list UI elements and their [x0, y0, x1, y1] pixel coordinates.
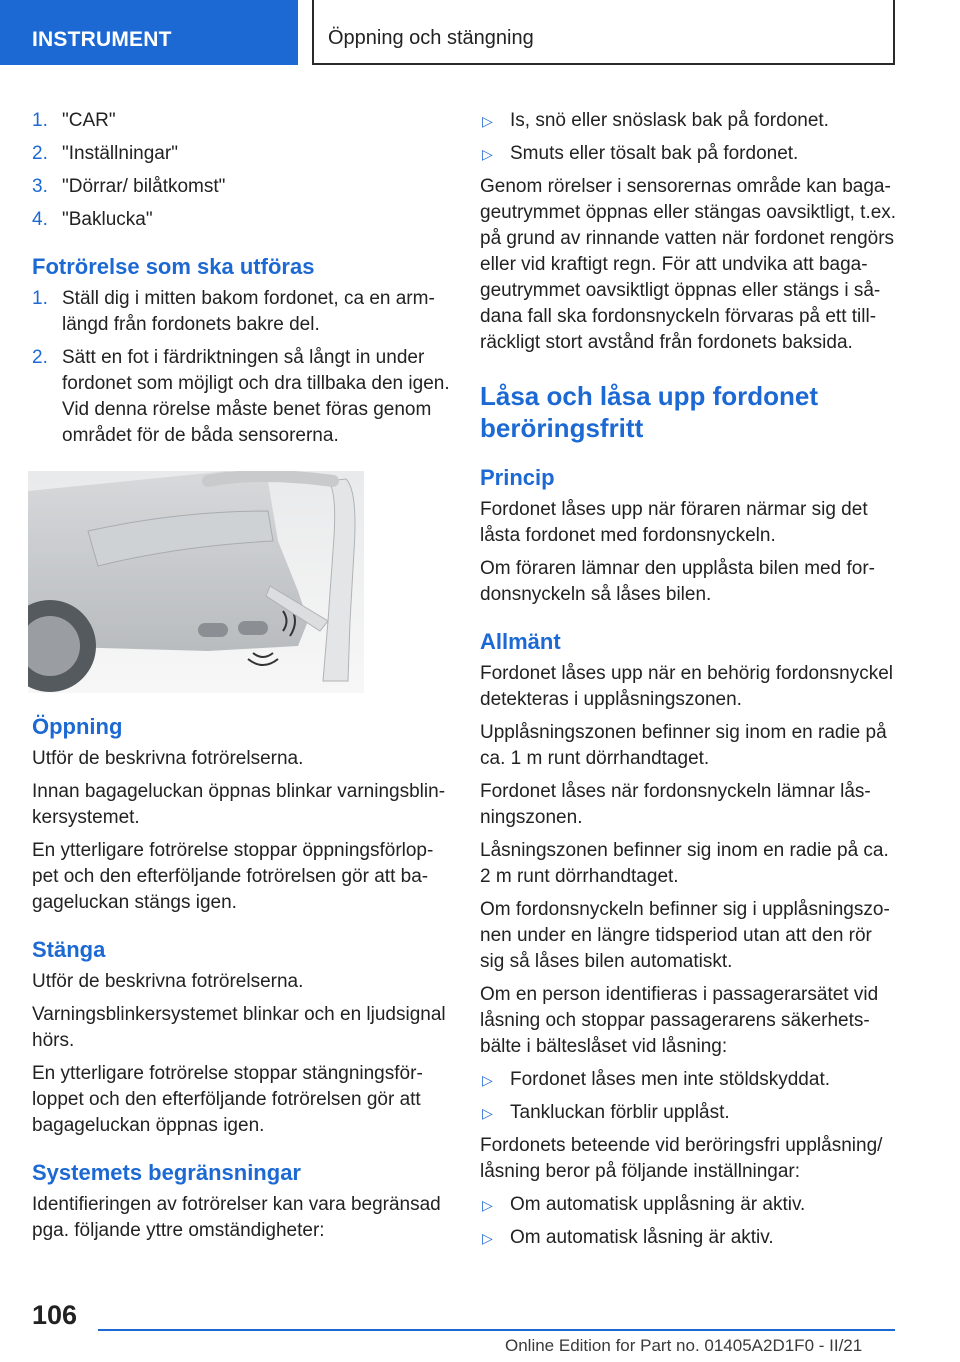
bullet-text: Tankluckan förblir upplåst.	[510, 1102, 730, 1123]
heading-limitations: Systemets begränsningar	[32, 1160, 301, 1185]
triangle-bullet-icon: ▷	[482, 1197, 493, 1213]
paragraph: Låsningszonen befinner sig inom en radie på ca. 2 m runt dörrhandtaget.	[480, 840, 889, 887]
edition-note: Online Edition for Part no. 01405A2D1F0 - II/21	[505, 1336, 863, 1355]
list-item	[32, 174, 452, 200]
bullet-item	[480, 1225, 898, 1251]
paragraph: Identifieringen av fotrörelser kan vara begränsad pga. följande yttre omständigheter:	[32, 1194, 441, 1241]
list-number: 2.	[32, 347, 48, 368]
paragraph: Fordonet låses upp när föraren närmar sig det låsta fordonet med fordonsnyckeln.	[480, 499, 868, 546]
triangle-bullet-icon: ▷	[482, 146, 493, 162]
triangle-bullet-icon: ▷	[482, 113, 493, 129]
paragraph: Utför de beskrivna fotrörelserna.	[32, 971, 304, 992]
heading-general: Allmänt	[480, 629, 561, 654]
person-leg	[323, 479, 355, 681]
triangle-bullet-icon: ▷	[482, 1105, 493, 1121]
heading-principle: Princip	[480, 465, 555, 490]
list-number: 3.	[32, 176, 48, 197]
bullet-item	[480, 108, 898, 134]
list-text: "Dörrar/ bilåtkomst"	[62, 176, 226, 197]
bullet-text: Is, snö eller snöslask bak på fordonet.	[510, 110, 829, 131]
paragraph: En ytterligare fotrörelse stoppar stängningsförloppet och den efterföljande fotrörelsen gör att bagageluckan öppnas igen.	[32, 1063, 423, 1136]
bullet-item	[480, 141, 898, 167]
bullet-text: Smuts eller tösalt bak på fordonet.	[510, 143, 799, 164]
heading-foot-movement: Fotrörelse som ska utföras	[32, 254, 315, 279]
bullet-item	[480, 1192, 898, 1218]
paragraph: Genom rörelser i sensorernas område kan bagageutrymmet öppnas eller stängas oavsiktligt, t.ex. på grund av rinnande vatten när fordonet rengörs eller vid kraftigt regn. För att undvika att bagageutrymmet oavsiktligt öppnas eller stängs i sådana fall ska fordonsnyckeln förvaras på ett tillräckligt stort avstånd från fordonets baksida.	[480, 176, 897, 353]
list-item	[32, 207, 452, 233]
list-number: 1.	[32, 110, 48, 131]
list-item	[32, 141, 452, 167]
person-arm	[208, 476, 333, 481]
bullet-item	[480, 1100, 898, 1126]
list-text: "Inställningar"	[62, 143, 178, 164]
section-tab	[0, 0, 298, 65]
exhaust-pipe	[238, 621, 268, 635]
right-column	[480, 108, 898, 1258]
paragraph: Om fordonsnyckeln befinner sig i upplåsningszonen under en längre tidsperiod utan att den rör sig så låses bilen automatiskt.	[480, 899, 890, 972]
bullet-text: Fordonet låses men inte stöldskyddat.	[510, 1069, 831, 1090]
list-number: 2.	[32, 143, 48, 164]
car-rear-illustration	[28, 471, 364, 693]
paragraph: Om en person identifieras i passagerarsätet vid låsning och stoppar passagerarens säkerhetsbälte i bälteslåset vid låsning:	[480, 984, 879, 1057]
heading-opening: Öppning	[32, 714, 123, 739]
paragraph: En ytterligare fotrörelse stoppar öppningsförloppet och den efterföljande fotrörelsen gör att bagageluckan stängs igen.	[32, 840, 434, 913]
list-item	[32, 345, 452, 449]
paragraph: Upplåsningszonen befinner sig inom en radie på ca. 1 m runt dörrhandtaget.	[480, 722, 887, 769]
paragraph: Utför de beskrivna fotrörelserna.	[32, 748, 304, 769]
list-item	[32, 108, 452, 134]
left-column	[32, 108, 452, 1251]
heading-keyless: Låsa och låsa upp fordonet beröringsfritt	[480, 381, 819, 443]
paragraph: Innan bagageluckan öppnas blinkar varningsblinkersystemet.	[32, 781, 446, 828]
list-text: "Baklucka"	[62, 209, 153, 230]
list-text: Ställ dig i mitten bakom fordonet, ca en armlängd från fordonets bakre del.	[62, 288, 435, 335]
list-number: 4.	[32, 209, 48, 230]
list-text: "CAR"	[62, 110, 116, 131]
triangle-bullet-icon: ▷	[482, 1230, 493, 1246]
sensor-waves	[248, 653, 278, 665]
page-number: 106	[32, 1300, 78, 1330]
bullet-item	[480, 1067, 898, 1093]
heading-closing: Stänga	[32, 937, 106, 962]
triangle-bullet-icon: ▷	[482, 1072, 493, 1088]
exhaust-pipe	[198, 623, 228, 637]
bullet-text: Om automatisk upplåsning är aktiv.	[510, 1194, 806, 1215]
paragraph: Fordonet låses när fordonsnyckeln lämnar låsningszonen.	[480, 781, 871, 828]
paragraph: Varningsblinkersystemet blinkar och en ljudsignal hörs.	[32, 1004, 446, 1051]
chapter-title: Öppning och stängning	[328, 27, 534, 49]
illustration-foot-under-bumper	[28, 471, 364, 693]
paragraph: Fordonet låses upp när en behörig fordonsnyckel detekteras i upplåsningszonen.	[480, 663, 893, 710]
list-text: Sätt en fot i färdriktningen så långt in under fordonet som möjligt och dra tillbaka den igen. Vid denna rörelse måste benet föras genom området för de båda sensorerna.	[62, 347, 450, 446]
list-number: 1.	[32, 288, 48, 309]
bullet-text: Om automatisk låsning är aktiv.	[510, 1227, 774, 1248]
list-item	[32, 286, 452, 338]
footer-divider	[98, 1329, 895, 1331]
section-label: INSTRUMENT	[32, 28, 172, 51]
chapter-header	[312, 0, 895, 65]
paragraph: Om föraren lämnar den upplåsta bilen med fordonsnyckeln så låses bilen.	[480, 558, 875, 605]
paragraph: Fordonets beteende vid beröringsfri upplåsning/ låsning beror på följande inställningar:	[480, 1135, 883, 1182]
